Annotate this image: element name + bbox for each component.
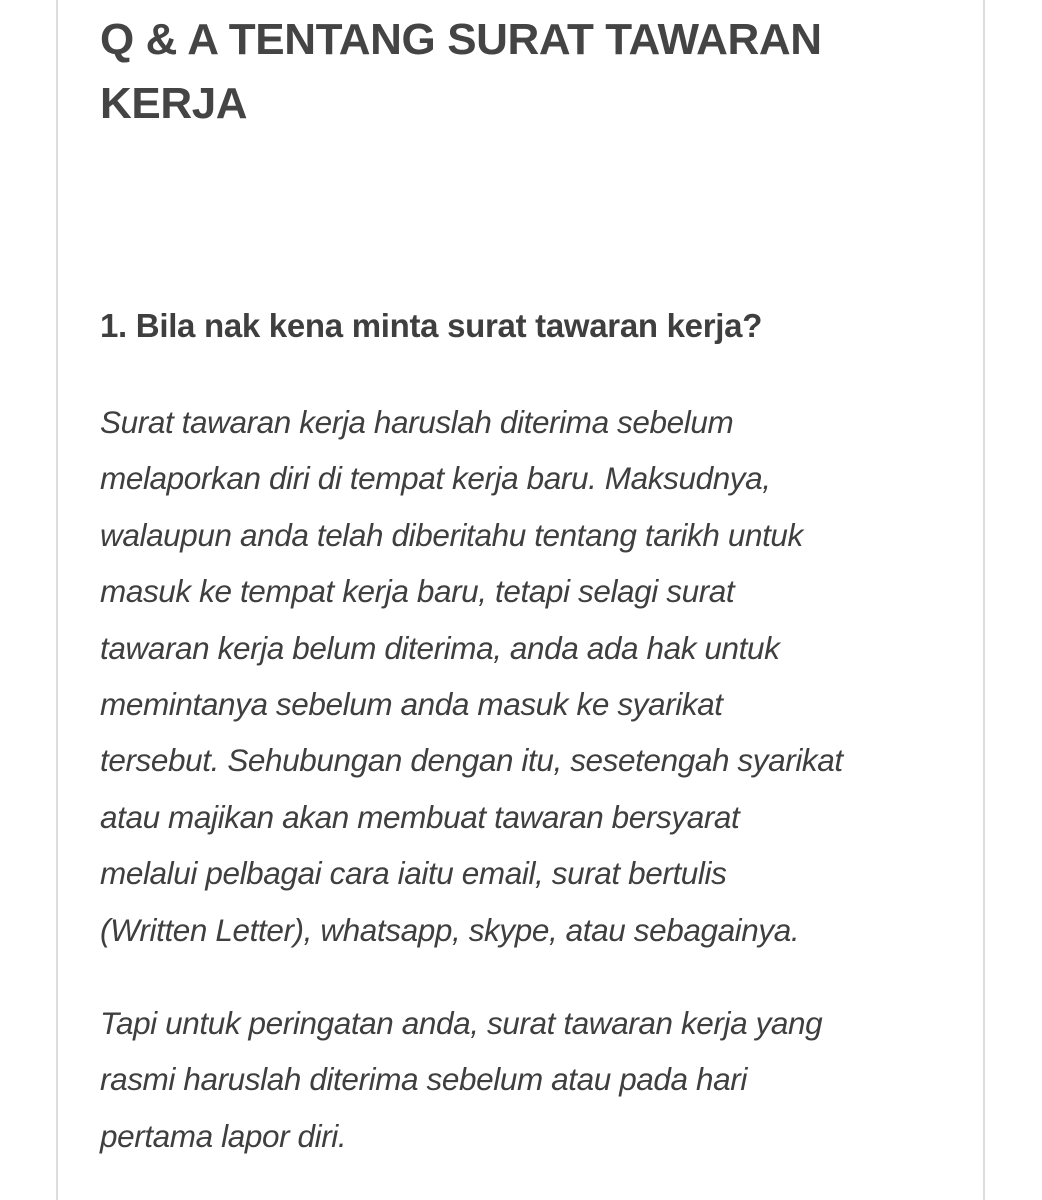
page-title-line: Q & A TENTANG SURAT TAWARAN — [100, 15, 822, 64]
article-body — [100, 0, 940, 1200]
paragraph-line: Tapi untuk peringatan anda, surat tawaran kerja yang — [100, 1005, 823, 1041]
paragraph-line: rasmi haruslah diterima sebelum atau pada hari — [100, 1061, 747, 1098]
paragraph-line: atau majikan akan membuat tawaran bersyarat — [100, 798, 740, 835]
paragraph-line: pertama lapor diri. — [100, 1117, 347, 1154]
paragraph-line: Surat tawaran kerja haruslah diterima sebelum — [100, 404, 734, 440]
paragraph-line: memintanya sebelum anda masuk ke syarikat — [100, 686, 723, 723]
paragraph-line: melalui pelbagai cara iaitu email, surat bertulis — [100, 855, 727, 892]
answer-paragraph — [100, 394, 940, 958]
paragraph-line: masuk ke tempat kerja baru, tetapi selagi surat — [100, 573, 735, 610]
paragraph-line: melaporkan diri di tempat kerja baru. Maksudnya, — [100, 460, 771, 497]
content-border-right — [983, 0, 985, 1200]
paragraph-line: tersebut. Sehubungan dengan itu, sesetengah syarikat — [100, 742, 843, 779]
page-title — [100, 8, 940, 136]
question-heading: 1. Bila nak kena minta surat tawaran kerja? — [100, 307, 763, 344]
content-border-left — [56, 0, 58, 1200]
reminder-paragraph — [100, 995, 940, 1164]
page-title-line: KERJA — [100, 79, 248, 128]
paragraph-line: walaupun anda telah diberitahu tentang tarikh untuk — [100, 516, 803, 553]
paragraph-line: (Written Letter), whatsapp, skype, atau sebagainya. — [100, 911, 800, 948]
paragraph-line: tawaran kerja belum diterima, anda ada hak untuk — [100, 629, 780, 666]
